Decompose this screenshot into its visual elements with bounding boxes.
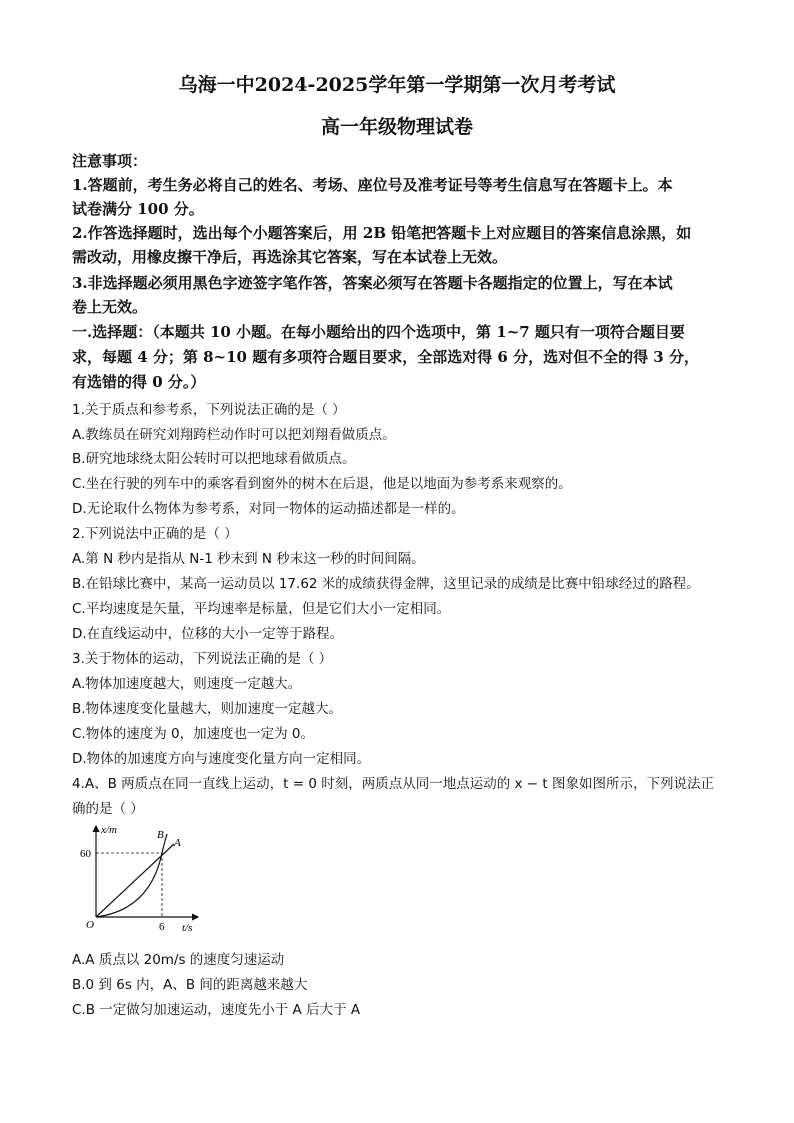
question-3-option-d: D.物体的加速度方向与速度变化量方向一定相同。: [72, 751, 371, 767]
notice-line: 3.非选择题必须用黑色字迹签字笔作答，答案必须写在答题卡各题指定的位置上，写在本试: [72, 274, 673, 292]
xt-graph: [76, 822, 202, 934]
exam-title: 乌海一中2024-2025学年第一学期第一次月考考试: [178, 74, 616, 96]
question-4-option-a: A.A 质点以 20m/s 的速度匀速运动: [72, 952, 285, 968]
section-instructions: 一.选择题：（本题共 10 小题。在每小题给出的四个选项中，第 1~7 题只有一项符合题目要: [72, 323, 685, 341]
curve-b-label: B: [157, 829, 164, 841]
notice-line: 需改动，用橡皮擦干净后，再选涂其它答案，写在本试卷上无效。: [72, 248, 508, 266]
curve-a-label: A: [174, 837, 181, 849]
question-2-option-a: A.第 N 秒内是指从 N-1 秒末到 N 秒末这一秒的时间间隔。: [72, 551, 425, 567]
question-1-option-d: D.无论取什么物体为参考系，对同一物体的运动描述都是一样的。: [72, 501, 465, 517]
notice-line: 卷上无效。: [72, 298, 148, 316]
question-1-option-c: C.坐在行驶的列车中的乘客看到窗外的树木在后退，他是以地面为参考系来观察的。: [72, 476, 572, 492]
curve-b: [96, 834, 167, 917]
x-tick-label: 6: [159, 921, 165, 933]
question-3-stem: 3.关于物体的运动，下列说法正确的是（ ）: [72, 651, 333, 667]
origin-label: O: [86, 919, 94, 931]
notice-heading: 注意事项：: [72, 152, 148, 170]
question-2-stem: 2.下列说法中正确的是（ ）: [72, 526, 238, 542]
question-4-option-c: C.B 一定做匀加速运动，速度先小于 A 后大于 A: [72, 1002, 361, 1018]
question-1-option-a: A.教练员在研究刘翔跨栏动作时可以把刘翔看做质点。: [72, 427, 396, 443]
question-1-option-b: B.研究地球绕太阳公转时可以把地球看做质点。: [72, 451, 356, 467]
section-instructions: 求，每题 4 分；第 8~10 题有多项符合题目要求，全部选对得 6 分，选对但不全的得 3 分，: [72, 348, 699, 366]
notice-line: 2.作答选择题时，选出每个小题答案后，用 2B 铅笔把答题卡上对应题目的答案信息涂黑，如: [72, 224, 692, 242]
y-tick-label: 60: [80, 848, 91, 860]
question-3-option-c: C.物体的速度为 0，加速度也一定为 0。: [72, 726, 314, 742]
notice-line: 1.答题前，考生务必将自己的姓名、考场、座位号及准考证号等考生信息写在答题卡上。本: [72, 176, 673, 194]
question-2-option-c: C.平均速度是矢量，平均速率是标量，但是它们大小一定相同。: [72, 601, 451, 617]
question-2-option-d: D.在直线运动中，位移的大小一定等于路程。: [72, 626, 344, 642]
question-4-option-b: B.0 到 6s 内，A、B 间的距离越来越大: [72, 977, 308, 993]
question-3-option-a: A.物体加速度越大，则速度一定越大。: [72, 676, 302, 692]
notice-line: 试卷满分 100 分。: [72, 200, 204, 218]
y-axis-label: x/m: [101, 824, 117, 836]
question-4-stem: 确的是（ ）: [72, 801, 144, 817]
x-axis-label: t/s: [182, 922, 193, 934]
section-instructions: 有选错的得 0 分。）: [72, 373, 206, 391]
question-3-option-b: B.物体速度变化量越大，则加速度一定越大。: [72, 701, 343, 717]
question-2-option-b: B.在铅球比赛中，某高一运动员以 17.62 米的成绩获得金牌，这里记录的成绩是比赛中铅球经过的路程。: [72, 576, 700, 592]
question-1-stem: 1.关于质点和参考系，下列说法正确的是（ ）: [72, 402, 346, 418]
exam-subtitle: 高一年级物理试卷: [320, 116, 473, 138]
question-4-stem: 4.A、B 两质点在同一直线上运动，t = 0 时刻，两质点从同一地点运动的 x − t 图象如图所示，下列说法正: [72, 776, 714, 792]
